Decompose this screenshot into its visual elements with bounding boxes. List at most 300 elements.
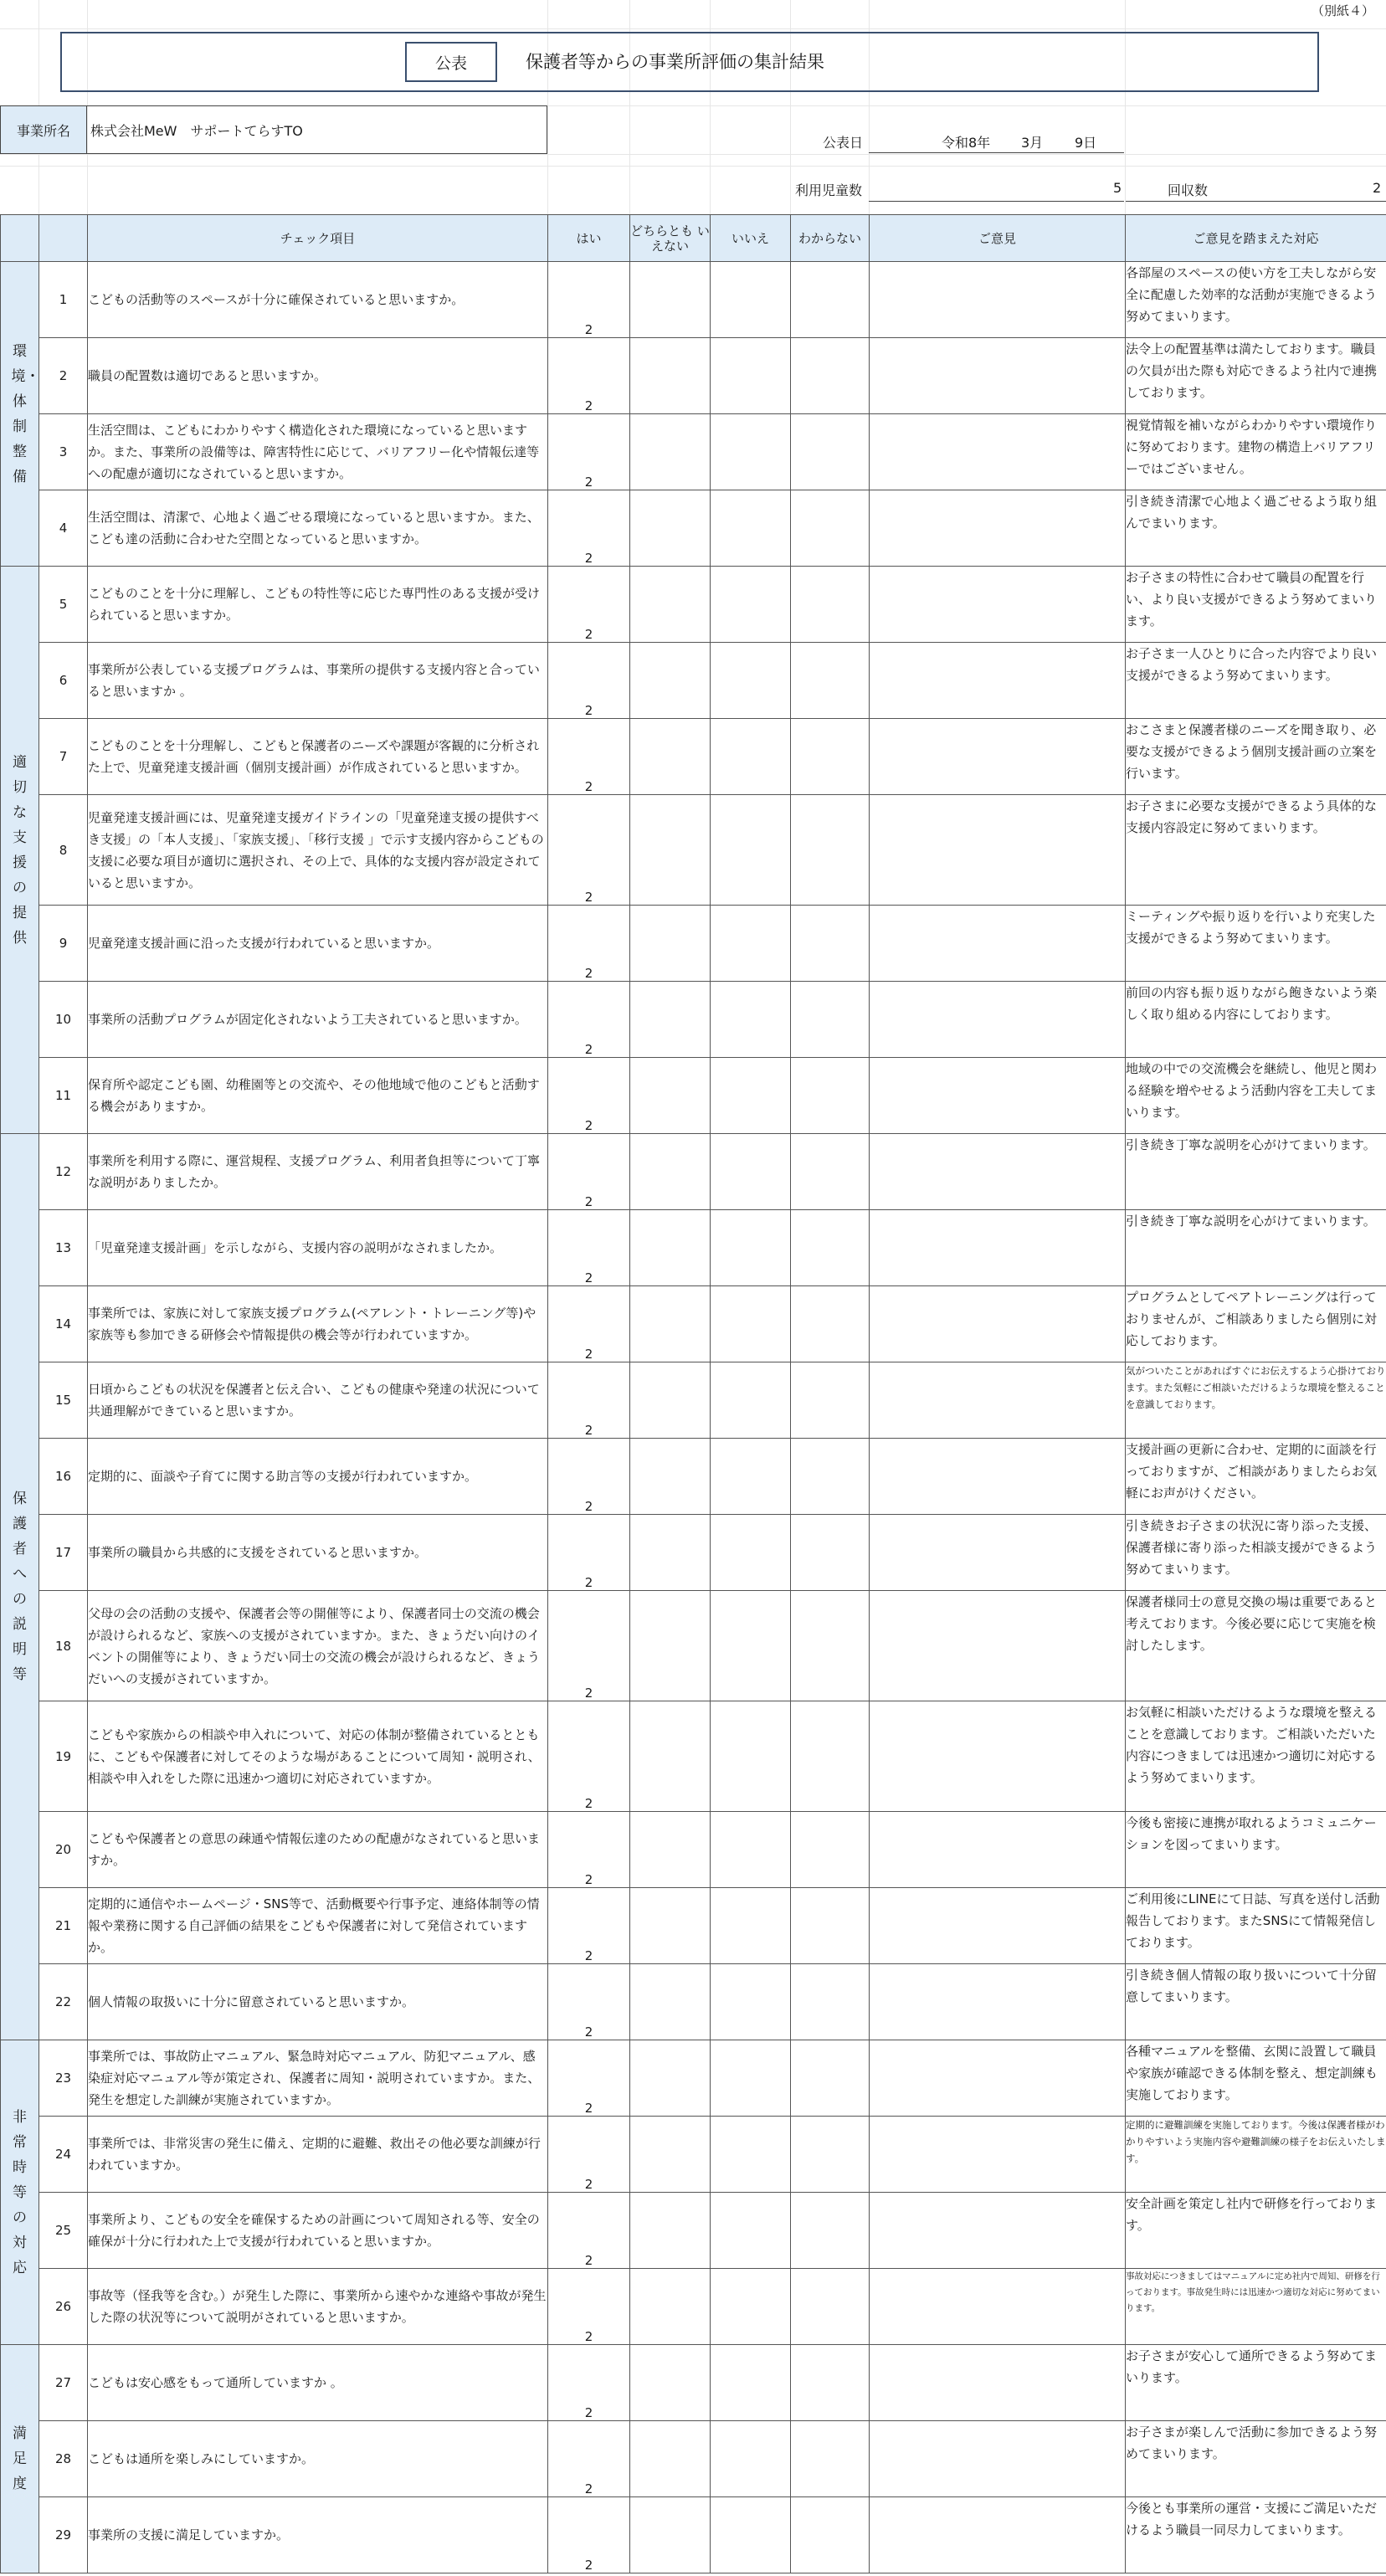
yes-count: 2 xyxy=(548,906,630,982)
office-label: 事業所名 xyxy=(0,105,87,154)
opinion-cell xyxy=(870,2497,1126,2573)
neither-count xyxy=(630,2345,711,2421)
category-cell xyxy=(1,2040,39,2345)
neither-count xyxy=(630,2421,711,2497)
response-text: 引き続き清潔で心地よく過ごせるよう取り組んでまいります。 xyxy=(1126,490,1386,567)
table-row xyxy=(1,795,1386,906)
opinion-cell xyxy=(870,1964,1126,2040)
category-label: 満足度 xyxy=(13,2425,27,2492)
response-text: 定期的に避難訓練を実施しております。今後は保護者様がわかりやすいよう実施内容や避難訓練の様子をお伝えいたします。 xyxy=(1126,2117,1386,2193)
opinion-cell xyxy=(870,1210,1126,1286)
table-row xyxy=(1,567,1386,643)
yes-count: 2 xyxy=(548,982,630,1058)
neither-count xyxy=(630,2269,711,2345)
response-text: お子さまが楽しんで活動に参加できるよう努めてまいります。 xyxy=(1126,2421,1386,2497)
check-item-text: 事業所では、非常災害の発生に備え、定期的に避難、救出その他必要な訓練が行われていますか。 xyxy=(88,2117,548,2193)
response-text: 各部屋のスペースの使い方を工夫しながら安全に配慮した効率的な活動が実施できるよう努めてまいります。 xyxy=(1126,262,1386,338)
neither-count xyxy=(630,906,711,982)
opinion-cell xyxy=(870,1286,1126,1362)
unknown-count xyxy=(791,719,870,795)
yes-count: 2 xyxy=(548,567,630,643)
responses-label: 回収数 xyxy=(1168,182,1209,198)
no-count xyxy=(711,567,791,643)
no-count xyxy=(711,2497,791,2573)
unknown-count xyxy=(791,2421,870,2497)
office-name: 株式会社MeW サポートてらすTO xyxy=(87,105,547,154)
opinion-cell xyxy=(870,1439,1126,1515)
publication-tag: 公表 xyxy=(405,42,497,82)
yes-count: 2 xyxy=(548,1888,630,1964)
unknown-count xyxy=(791,1812,870,1888)
table-row xyxy=(1,719,1386,795)
check-item-text: 父母の会の活動の支援や、保護者会等の開催等により、保護者同士の交流の機会が設けられるなど、家族への支援がされていますか。また、きょうだい向けのイベントの開催等により、きょうだい同士の交流の機会が設けられるなど、きょうだいへの支援がされていますか。 xyxy=(88,1591,548,1701)
opinion-cell xyxy=(870,1888,1126,1964)
table-row xyxy=(1,1888,1386,1964)
row-number: 27 xyxy=(39,2345,88,2421)
responses-value: 2 xyxy=(1373,180,1382,196)
table-row xyxy=(1,1812,1386,1888)
check-item-text: こどもは安心感をもって通所していますか 。 xyxy=(88,2345,548,2421)
neither-count xyxy=(630,1439,711,1515)
annex-label: （別紙４） xyxy=(1311,3,1374,18)
neither-count xyxy=(630,567,711,643)
row-number: 2 xyxy=(39,338,88,414)
table-row xyxy=(1,1439,1386,1515)
row-number: 25 xyxy=(39,2193,88,2269)
neither-count xyxy=(630,2497,711,2573)
yes-count: 2 xyxy=(548,2117,630,2193)
table-row xyxy=(1,338,1386,414)
yes-count: 2 xyxy=(548,338,630,414)
yes-count: 2 xyxy=(548,2269,630,2345)
no-count xyxy=(711,795,791,906)
unknown-count xyxy=(791,1286,870,1362)
response-text: 引き続き丁寧な説明を心がけてまいります。 xyxy=(1126,1210,1386,1286)
unknown-count xyxy=(791,795,870,906)
unknown-count xyxy=(791,1964,870,2040)
response-text: 法令上の配置基準は満たしております。職員の欠員が出た際も対応できるよう社内で連携しております。 xyxy=(1126,338,1386,414)
unknown-count xyxy=(791,1210,870,1286)
publish-date-underline xyxy=(869,152,1124,153)
check-item-text: 保育所や認定こども園、幼稚園等との交流や、その他地域で他のこどもと活動する機会がありますか。 xyxy=(88,1058,548,1134)
page-title: 保護者等からの事業所評価の集計結果 xyxy=(526,52,824,72)
neither-count xyxy=(630,1286,711,1362)
row-number: 20 xyxy=(39,1812,88,1888)
yes-count: 2 xyxy=(548,1515,630,1591)
opinion-cell xyxy=(870,795,1126,906)
response-text: 今後も密接に連携が取れるようコミュニケーションを図ってまいります。 xyxy=(1126,1812,1386,1888)
neither-count xyxy=(630,2117,711,2193)
unknown-count xyxy=(791,1515,870,1591)
unknown-count xyxy=(791,1362,870,1439)
opinion-cell xyxy=(870,2421,1126,2497)
opinion-cell xyxy=(870,567,1126,643)
row-number: 14 xyxy=(39,1286,88,1362)
table-row xyxy=(1,643,1386,719)
check-item-text: 事故等（怪我等を含む。）が発生した際に、事業所から速やかな連絡や事故が発生した際の状況等について説明がされていると思いますか。 xyxy=(88,2269,548,2345)
header-check-item: チェック項目 xyxy=(88,215,548,262)
yes-count: 2 xyxy=(548,2345,630,2421)
response-text: おこさまと保護者様のニーズを聞き取り、必要な支援ができるよう個別支援計画の立案を行います。 xyxy=(1126,719,1386,795)
response-text: ご利用後にLINEにて日誌、写真を送付し活動報告しております。またSNSにて情報発信しております。 xyxy=(1126,1888,1386,1964)
no-count xyxy=(711,2193,791,2269)
table-row xyxy=(1,1286,1386,1362)
neither-count xyxy=(630,1591,711,1701)
neither-count xyxy=(630,982,711,1058)
yes-count: 2 xyxy=(548,1058,630,1134)
check-item-text: 事業所の活動プログラムが固定化されないよう工夫されていると思いますか。 xyxy=(88,982,548,1058)
yes-count: 2 xyxy=(548,490,630,567)
row-number: 18 xyxy=(39,1591,88,1701)
yes-count: 2 xyxy=(548,795,630,906)
opinion-cell xyxy=(870,1362,1126,1439)
response-text: 気がついたことがあればすぐにお伝えするよう心掛けております。また気軽にご相談いただけるような環境を整えることを意識しております。 xyxy=(1126,1362,1386,1439)
no-count xyxy=(711,1701,791,1812)
opinion-cell xyxy=(870,2117,1126,2193)
yes-count: 2 xyxy=(548,719,630,795)
opinion-cell xyxy=(870,414,1126,490)
table-row xyxy=(1,2193,1386,2269)
row-number: 11 xyxy=(39,1058,88,1134)
response-text: お子さまの特性に合わせて職員の配置を行い、より良い支援ができるよう努めてまいります。 xyxy=(1126,567,1386,643)
opinion-cell xyxy=(870,719,1126,795)
table-row xyxy=(1,906,1386,982)
no-count xyxy=(711,982,791,1058)
row-number: 3 xyxy=(39,414,88,490)
row-number: 29 xyxy=(39,2497,88,2573)
check-item-text: 事業所では、家族に対して家族支援プログラム(ペアレント・トレーニング等)や家族等も参加できる研修会や情報提供の機会等が行われていますか。 xyxy=(88,1286,548,1362)
check-item-text: こどもや家族からの相談や申入れについて、対応の体制が整備されているとともに、こどもや保護者に対してそのような場があることについて周知・説明され、相談や申入れをした際に迅速かつ適切に対応されていますか。 xyxy=(88,1701,548,1812)
table-row xyxy=(1,2040,1386,2117)
check-item-text: 児童発達支援計画には、児童発達支援ガイドラインの「児童発達支援の提供すべき支援」の「本人支援」、「家族支援」、「移行支援 」で示す支援内容からこどもの支援に必要な項目が適切に選択され、その上で、具体的な支援内容が設定されていると思いますか。 xyxy=(88,795,548,906)
no-count xyxy=(711,643,791,719)
unknown-count xyxy=(791,2345,870,2421)
header-opinion: ご意見 xyxy=(870,215,1126,262)
category-label: 保護者への説明等 xyxy=(13,1491,27,1683)
opinion-cell xyxy=(870,1515,1126,1591)
evaluation-table xyxy=(0,214,1386,2573)
no-count xyxy=(711,906,791,982)
publish-era-year: 令和8年 xyxy=(942,135,991,151)
check-item-text: 生活空間は、こどもにわかりやすく構造化された環境になっていると思いますか。また、事業所の設備等は、障害特性に応じて、バリアフリー化や情報伝達等への配慮が適切になされていると思いますか。 xyxy=(88,414,548,490)
table-row xyxy=(1,2269,1386,2345)
opinion-cell xyxy=(870,643,1126,719)
neither-count xyxy=(630,643,711,719)
check-item-text: 事業所が公表している支援プログラムは、事業所の提供する支援内容と合っていると思いますか 。 xyxy=(88,643,548,719)
check-item-text: 定期的に通信やホームページ・SNS等で、活動概要や行事予定、連絡体制等の情報や業務に関する自己評価の結果をこどもや保護者に対して発信されていますか。 xyxy=(88,1888,548,1964)
opinion-cell xyxy=(870,1134,1126,1210)
category-label: 環境・体制整備 xyxy=(11,342,40,485)
unknown-count xyxy=(791,1701,870,1812)
no-count xyxy=(711,2117,791,2193)
responses-underline xyxy=(1126,201,1386,202)
no-count xyxy=(711,1134,791,1210)
unknown-count xyxy=(791,906,870,982)
no-count xyxy=(711,1888,791,1964)
users-count-label: 利用児童数 xyxy=(795,182,863,198)
row-number: 15 xyxy=(39,1362,88,1439)
neither-count xyxy=(630,1515,711,1591)
neither-count xyxy=(630,1058,711,1134)
row-number: 22 xyxy=(39,1964,88,2040)
row-number: 6 xyxy=(39,643,88,719)
yes-count: 2 xyxy=(548,1134,630,1210)
table-row xyxy=(1,1362,1386,1439)
row-number: 10 xyxy=(39,982,88,1058)
table-row xyxy=(1,414,1386,490)
unknown-count xyxy=(791,2269,870,2345)
table-row xyxy=(1,1134,1386,1210)
response-text: 引き続き丁寧な説明を心がけてまいります。 xyxy=(1126,1134,1386,1210)
header-number xyxy=(39,215,88,262)
unknown-count xyxy=(791,414,870,490)
check-item-text: 事業所を利用する際に、運営規程、支援プログラム、利用者負担等について丁寧な説明がありましたか。 xyxy=(88,1134,548,1210)
opinion-cell xyxy=(870,490,1126,567)
table-row xyxy=(1,982,1386,1058)
no-count xyxy=(711,1515,791,1591)
check-item-text: こどもの活動等のスペースが十分に確保されていると思いますか。 xyxy=(88,262,548,338)
yes-count: 2 xyxy=(548,1812,630,1888)
header-neither: どちらとも いえない xyxy=(630,215,711,262)
row-number: 1 xyxy=(39,262,88,338)
row-number: 9 xyxy=(39,906,88,982)
no-count xyxy=(711,1362,791,1439)
neither-count xyxy=(630,1210,711,1286)
row-number: 24 xyxy=(39,2117,88,2193)
category-cell xyxy=(1,2345,39,2573)
yes-count: 2 xyxy=(548,1439,630,1515)
table-row xyxy=(1,1964,1386,2040)
no-count xyxy=(711,1812,791,1888)
unknown-count xyxy=(791,1439,870,1515)
no-count xyxy=(711,1964,791,2040)
row-number: 16 xyxy=(39,1439,88,1515)
response-text: 事故対応につきましてはマニュアルに定め社内で周知、研修を行っております。事故発生時には迅速かつ適切な対応に努めてまいります。 xyxy=(1126,2269,1386,2345)
check-item-text: 「児童発達支援計画」を示しながら、支援内容の説明がなされましたか。 xyxy=(88,1210,548,1286)
unknown-count xyxy=(791,262,870,338)
response-text: 各種マニュアルを整備、玄関に設置して職員や家族が確認できる体制を整え、想定訓練も実施しております。 xyxy=(1126,2040,1386,2117)
users-count-value: 5 xyxy=(1113,180,1122,196)
yes-count: 2 xyxy=(548,1964,630,2040)
no-count xyxy=(711,719,791,795)
category-cell xyxy=(1,567,39,1134)
unknown-count xyxy=(791,2040,870,2117)
yes-count: 2 xyxy=(548,2421,630,2497)
table-row xyxy=(1,1058,1386,1134)
gridline xyxy=(0,166,1386,167)
response-text: 今後とも事業所の運営・支援にご満足いただけるよう職員一同尽力してまいります。 xyxy=(1126,2497,1386,2573)
yes-count: 2 xyxy=(548,414,630,490)
unknown-count xyxy=(791,338,870,414)
neither-count xyxy=(630,2193,711,2269)
yes-count: 2 xyxy=(548,2040,630,2117)
opinion-cell xyxy=(870,2269,1126,2345)
check-item-text: 職員の配置数は適切であると思いますか。 xyxy=(88,338,548,414)
opinion-cell xyxy=(870,906,1126,982)
neither-count xyxy=(630,1888,711,1964)
neither-count xyxy=(630,2040,711,2117)
row-number: 8 xyxy=(39,795,88,906)
check-item-text: 生活空間は、清潔で、心地よく過ごせる環境になっていると思いますか。また、こども達の活動に合わせた空間となっていると思いますか。 xyxy=(88,490,548,567)
unknown-count xyxy=(791,1058,870,1134)
row-number: 12 xyxy=(39,1134,88,1210)
publish-day: 9日 xyxy=(1075,135,1097,151)
unknown-count xyxy=(791,490,870,567)
unknown-count xyxy=(791,567,870,643)
row-number: 5 xyxy=(39,567,88,643)
check-item-text: 日頃からこどもの状況を保護者と伝え合い、こどもの健康や発達の状況について共通理解ができていると思いますか。 xyxy=(88,1362,548,1439)
row-number: 7 xyxy=(39,719,88,795)
unknown-count xyxy=(791,2117,870,2193)
yes-count: 2 xyxy=(548,643,630,719)
response-text: 保護者様同士の意見交換の場は重要であると考えております。今後必要に応じて実施を検討したします。 xyxy=(1126,1591,1386,1701)
row-number: 28 xyxy=(39,2421,88,2497)
opinion-cell xyxy=(870,1058,1126,1134)
table-row xyxy=(1,1515,1386,1591)
check-item-text: 事業所では、事故防止マニュアル、緊急時対応マニュアル、防犯マニュアル、感染症対応マニュアル等が策定され、保護者に周知・説明されていますか。また、発生を想定した訓練が実施されていますか。 xyxy=(88,2040,548,2117)
unknown-count xyxy=(791,1888,870,1964)
neither-count xyxy=(630,262,711,338)
header-no: いいえ xyxy=(711,215,791,262)
response-text: ミーティングや振り返りを行いより充実した支援ができるよう努めてまいります。 xyxy=(1126,906,1386,982)
users-underline xyxy=(869,201,1124,202)
header-yes: はい xyxy=(548,215,630,262)
response-text: 安全計画を策定し社内で研修を行っております。 xyxy=(1126,2193,1386,2269)
yes-count: 2 xyxy=(548,2497,630,2573)
table-row xyxy=(1,1701,1386,1812)
unknown-count xyxy=(791,2193,870,2269)
unknown-count xyxy=(791,1591,870,1701)
row-number: 21 xyxy=(39,1888,88,1964)
response-text: お子さま一人ひとりに合った内容でより良い支援ができるよう努めてまいります。 xyxy=(1126,643,1386,719)
publish-date-label: 公表日 xyxy=(823,135,864,151)
header-action: ご意見を踏まえた対応 xyxy=(1126,215,1386,262)
opinion-cell xyxy=(870,982,1126,1058)
header-category xyxy=(1,215,39,262)
no-count xyxy=(711,1591,791,1701)
neither-count xyxy=(630,795,711,906)
neither-count xyxy=(630,490,711,567)
row-number: 13 xyxy=(39,1210,88,1286)
row-number: 19 xyxy=(39,1701,88,1812)
category-label: 非常時等の対応 xyxy=(13,2108,27,2276)
check-item-text: こどもは通所を楽しみにしていますか。 xyxy=(88,2421,548,2497)
row-number: 26 xyxy=(39,2269,88,2345)
neither-count xyxy=(630,719,711,795)
opinion-cell xyxy=(870,2193,1126,2269)
opinion-cell xyxy=(870,2345,1126,2421)
neither-count xyxy=(630,1964,711,2040)
no-count xyxy=(711,262,791,338)
opinion-cell xyxy=(870,2040,1126,2117)
table-row xyxy=(1,2497,1386,2573)
category-label: 適切な支援の提供 xyxy=(13,753,27,947)
no-count xyxy=(711,1210,791,1286)
table-header-row xyxy=(1,215,1386,262)
response-text: 引き続き個人情報の取り扱いについて十分留意してまいります。 xyxy=(1126,1964,1386,2040)
gridline xyxy=(0,154,1386,155)
category-cell xyxy=(1,262,39,567)
check-item-text: 定期的に、面談や子育てに関する助言等の支援が行われていますか。 xyxy=(88,1439,548,1515)
neither-count xyxy=(630,338,711,414)
no-count xyxy=(711,1286,791,1362)
no-count xyxy=(711,338,791,414)
response-text: お子さまに必要な支援ができるよう具体的な支援内容設定に努めてまいります。 xyxy=(1126,795,1386,906)
opinion-cell xyxy=(870,1591,1126,1701)
response-text: 視覚情報を補いながらわかりやすい環境作りに努めております。建物の構造上バリアフリーではございません。 xyxy=(1126,414,1386,490)
yes-count: 2 xyxy=(548,262,630,338)
neither-count xyxy=(630,414,711,490)
response-text: 前回の内容も振り返りながら飽きないよう楽しく取り組める内容にしております。 xyxy=(1126,982,1386,1058)
table-row xyxy=(1,2421,1386,2497)
check-item-text: 個人情報の取扱いに十分に留意されていると思いますか。 xyxy=(88,1964,548,2040)
no-count xyxy=(711,2421,791,2497)
yes-count: 2 xyxy=(548,1591,630,1701)
row-number: 4 xyxy=(39,490,88,567)
opinion-cell xyxy=(870,1701,1126,1812)
yes-count: 2 xyxy=(548,1286,630,1362)
neither-count xyxy=(630,1812,711,1888)
opinion-cell xyxy=(870,1812,1126,1888)
table-row xyxy=(1,2117,1386,2193)
opinion-cell xyxy=(870,262,1126,338)
no-count xyxy=(711,490,791,567)
row-number: 23 xyxy=(39,2040,88,2117)
check-item-text: こどものことを十分理解し、こどもと保護者のニーズや課題が客観的に分析された上で、児童発達支援計画（個別支援計画）が作成されていると思いますか。 xyxy=(88,719,548,795)
check-item-text: 児童発達支援計画に沿った支援が行われていると思いますか。 xyxy=(88,906,548,982)
neither-count xyxy=(630,1134,711,1210)
no-count xyxy=(711,414,791,490)
response-text: 引き続きお子さまの状況に寄り添った支援、保護者様に寄り添った相談支援ができるよう努めてまいります。 xyxy=(1126,1515,1386,1591)
check-item-text: 事業所の職員から共感的に支援をされていると思いますか。 xyxy=(88,1515,548,1591)
yes-count: 2 xyxy=(548,1362,630,1439)
table-row xyxy=(1,2345,1386,2421)
neither-count xyxy=(630,1362,711,1439)
check-item-text: 事業所の支援に満足していますか。 xyxy=(88,2497,548,2573)
gridline xyxy=(0,28,1386,29)
table-row xyxy=(1,1591,1386,1701)
yes-count: 2 xyxy=(548,2193,630,2269)
check-item-text: 事業所より、こどもの安全を確保するための計画について周知される等、安全の確保が十分に行われた上で支援が行われていると思いますか。 xyxy=(88,2193,548,2269)
check-item-text: こどもや保護者との意思の疎通や情報伝達のための配慮がなされていると思いますか。 xyxy=(88,1812,548,1888)
table-row xyxy=(1,262,1386,338)
unknown-count xyxy=(791,2497,870,2573)
response-text: 地域の中での交流機会を継続し、他児と関わる経験を増やせるよう活動内容を工夫してまいります。 xyxy=(1126,1058,1386,1134)
yes-count: 2 xyxy=(548,1210,630,1286)
neither-count xyxy=(630,1701,711,1812)
yes-count: 2 xyxy=(548,1701,630,1812)
no-count xyxy=(711,1439,791,1515)
no-count xyxy=(711,1058,791,1134)
check-item-text: こどものことを十分に理解し、こどもの特性等に応じた専門性のある支援が受けられていると思いますか。 xyxy=(88,567,548,643)
no-count xyxy=(711,2345,791,2421)
publish-month: 3月 xyxy=(1021,135,1044,151)
unknown-count xyxy=(791,1134,870,1210)
table-row xyxy=(1,490,1386,567)
table-row xyxy=(1,1210,1386,1286)
header-unknown: わからない xyxy=(791,215,870,262)
no-count xyxy=(711,2040,791,2117)
response-text: お気軽に相談いただけるような環境を整えることを意識しております。ご相談いただいた内容につきましては迅速かつ適切に対応するよう努めてまいります。 xyxy=(1126,1701,1386,1812)
category-cell xyxy=(1,1134,39,2040)
unknown-count xyxy=(791,982,870,1058)
no-count xyxy=(711,2269,791,2345)
row-number: 17 xyxy=(39,1515,88,1591)
response-text: お子さまが安心して通所できるよう努めてまいります。 xyxy=(1126,2345,1386,2421)
response-text: プログラムとしてペアトレーニングは行っておりませんが、ご相談ありましたら個別に対応しております。 xyxy=(1126,1286,1386,1362)
opinion-cell xyxy=(870,338,1126,414)
response-text: 支援計画の更新に合わせ、定期的に面談を行っておりますが、ご相談がありましたらお気軽にお声がけください。 xyxy=(1126,1439,1386,1515)
